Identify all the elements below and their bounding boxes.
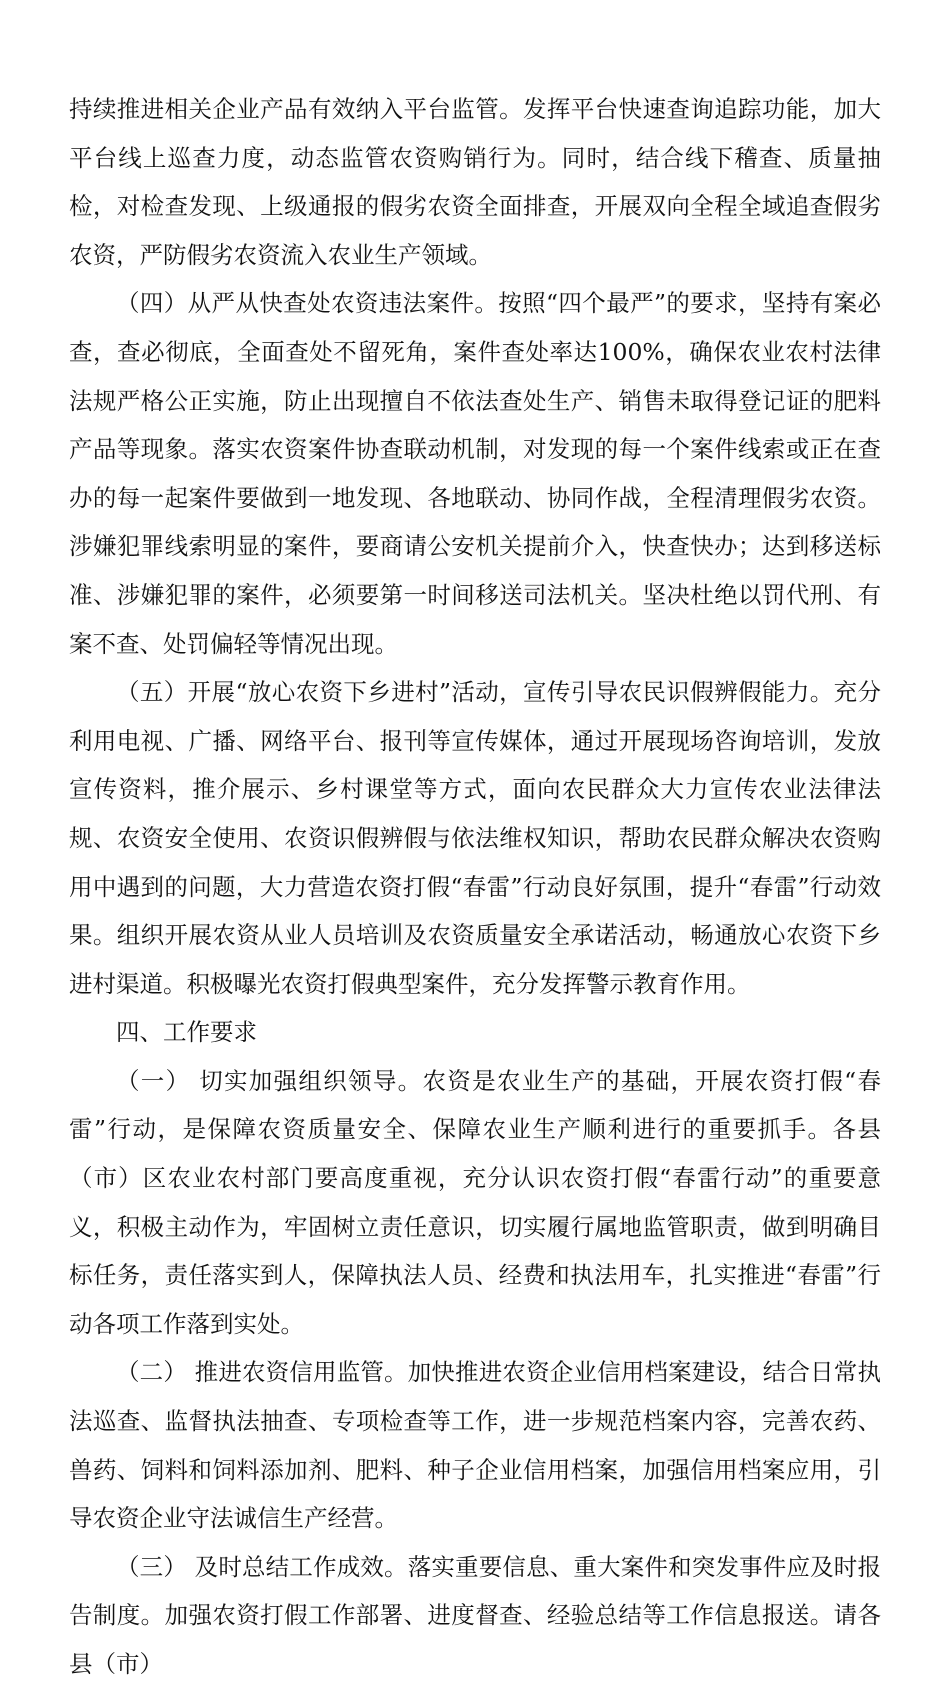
paragraph-continued: 持续推进相关企业产品有效纳入平台监管。发挥平台快速查询追踪功能，加大平台线上巡查力度，动态监管农资购销行为。同时，结合线下稽查、质量抽检，对检查发现、上级通报的假劣农资全面排查，开展双向全程全域追查假劣农资，严防假劣农资流入农业生产领域。 [69,95,881,269]
section-heading-work-requirements: 四、工作要求 [116,1018,257,1047]
paragraph-item-4-investigate-cases: （四）从严从快查处农资违法案件。按照“四个最严”的要求，坚持有案必查，查必彻底，全面查处不留死角，案件查处率达100%，确保农业农村法律法规严格公正实施，防止出现擅自不依法查处生产、销售未取得登记证的肥料产品等现象。落实农资案件协查联动机制，对发现的每一个案件线索或正在查办的每一起案件要做到一地发现、各地联动、协同作战，全程清理假劣农资。涉嫌犯罪线索明显的案件，要商请公安机关提前介入，快查快办；达到移送标准、涉嫌犯罪的案件，必须要第一时间移送司法机关。坚决杜绝以罚代刑、有案不查、处罚偏轻等情况出现。 [69,289,881,658]
paragraph-requirement-2-credit-supervision: （二） 推进农资信用监管。加快推进农资企业信用档案建设，结合日常执法巡查、监督执法抽查、专项检查等工作，进一步规范档案内容，完善农药、兽药、饲料和饲料添加剂、肥料、种子企业信用档案，加强信用档案应用，引导农资企业守法诚信生产经营。 [69,1358,881,1533]
paragraph-requirement-3-summarize-results: （三） 及时总结工作成效。落实重要信息、重大案件和突发事件应及时报告制度。加强农资打假工作部署、进度督查、经验总结等工作信息报送。请各县（市） [69,1552,881,1678]
document-body [69,85,881,1689]
paragraph-requirement-1-leadership: （一） 切实加强组织领导。农资是农业生产的基础，开展农资打假“春雷”行动，是保障农资质量安全、保障农业生产顺利进行的重要抓手。各县（市）区农业农村部门要高度重视，充分认识农资打假“春雷行动”的重要意义，积极主动作为，牢固树立责任意识，切实履行属地监管职责，做到明确目标任务，责任落实到人，保障执法人员、经费和执法用车，扎实推进“春雷”行动各项工作落到实处。 [69,1066,881,1338]
paragraph-item-5-publicity-campaign: （五）开展“放心农资下乡进村”活动，宣传引导农民识假辨假能力。充分利用电视、广播、网络平台、报刊等宣传媒体，通过开展现场咨询培训，发放宣传资料，推介展示、乡村课堂等方式，面向农民群众大力宣传农业法律法规、农资安全使用、农资识假辨假与依法维权知识，帮助农民群众解决农资购用中遇到的问题，大力营造农资打假“春雷”行动良好氛围，提升“春雷”行动效果。组织开展农资从业人员培训及农资质量安全承诺活动，畅通放心农资下乡进村渠道。积极曝光农资打假典型案件，充分发挥警示教育作用。 [69,678,881,998]
